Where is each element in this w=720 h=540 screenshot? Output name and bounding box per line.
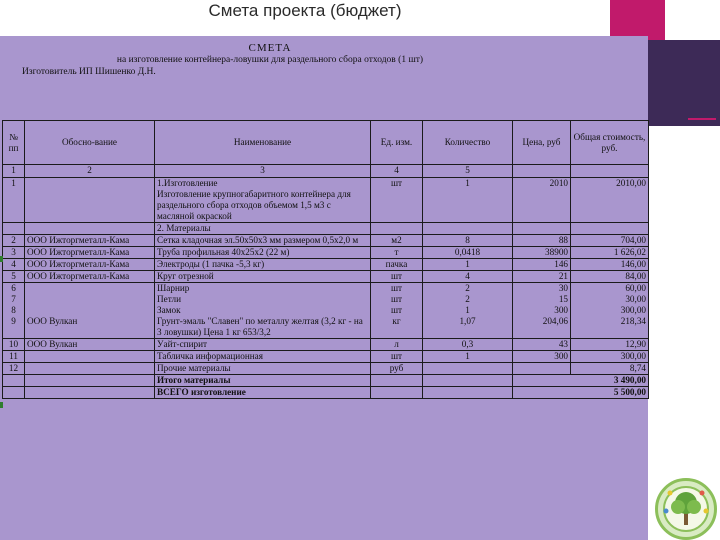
- price-cell: 38900: [513, 247, 571, 259]
- row-number: [3, 223, 25, 235]
- price-cell: 300: [513, 351, 571, 363]
- unit-cell: [371, 223, 423, 235]
- slide-title: Смета проекта (бюджет): [208, 1, 402, 20]
- price-cell: 146: [513, 259, 571, 271]
- column-number: 5: [423, 165, 513, 178]
- basis-cell: [25, 178, 155, 223]
- price-cell: [513, 363, 571, 375]
- total-row: [3, 375, 649, 387]
- item-name: Электроды (1 пачка -5,3 кг): [155, 259, 371, 271]
- total-value: 5 500,00: [513, 387, 649, 399]
- price-cell: 43: [513, 339, 571, 351]
- row-number: 10: [3, 339, 25, 351]
- column-number: 1: [3, 165, 25, 178]
- unit-cell: т: [371, 247, 423, 259]
- basis-cell: [25, 223, 155, 235]
- column-number: 2: [25, 165, 155, 178]
- basis-cell: ООО Ижторгметалл-Кама: [25, 271, 155, 283]
- table-row: [3, 247, 649, 259]
- price-cell: [513, 223, 571, 235]
- unit-cell: шт: [371, 271, 423, 283]
- total-cell: 84,00: [571, 271, 649, 283]
- row-number: 11: [3, 351, 25, 363]
- price-cell: 21: [513, 271, 571, 283]
- unit-cell: руб: [371, 363, 423, 375]
- empty-cell: [423, 387, 513, 399]
- row-number: 4: [3, 259, 25, 271]
- table-header-row: [3, 121, 649, 165]
- estimate-table: [2, 120, 649, 399]
- row-number: 3: [3, 247, 25, 259]
- total-cell: 1 626,02: [571, 247, 649, 259]
- basis-cell: ООО Ижторгметалл-Кама: [25, 259, 155, 271]
- item-name: 1.Изготовление Изготовление крупногабаритного контейнера для раздельного сбора отходов объемом 1,5 м3 с масляной окраской: [155, 178, 371, 223]
- unit-cell: пачка: [371, 259, 423, 271]
- total-value: 3 490,00: [513, 375, 649, 387]
- basis-cell: [25, 363, 155, 375]
- side-marker: [0, 402, 3, 408]
- column-header: Цена, руб: [513, 121, 571, 165]
- table-row: [3, 178, 649, 223]
- empty-cell: [371, 375, 423, 387]
- table-row: [3, 339, 649, 351]
- total-cell: 2010,00: [571, 178, 649, 223]
- item-name: Прочие материалы: [155, 363, 371, 375]
- column-number: [571, 165, 649, 178]
- row-number: 6 7 8 9: [3, 283, 25, 339]
- empty-cell: [3, 375, 25, 387]
- quantity-cell: 1: [423, 178, 513, 223]
- table-row: [3, 271, 649, 283]
- row-number: 5: [3, 271, 25, 283]
- quantity-cell: 0,0418: [423, 247, 513, 259]
- quantity-cell: 1: [423, 351, 513, 363]
- column-number: [513, 165, 571, 178]
- basis-cell: [25, 351, 155, 363]
- quantity-cell: [423, 363, 513, 375]
- column-header: Обосно-вание: [25, 121, 155, 165]
- eco-logo: [655, 478, 717, 540]
- item-name: Шарнир Петли Замок Грунт-эмаль "Славен" по металлу желтая (3,2 кг - на 3 ловушки) Цена 1 кг 653/3,2: [155, 283, 371, 339]
- empty-cell: [3, 387, 25, 399]
- empty-cell: [25, 387, 155, 399]
- document-subtitle: на изготовление контейнера-ловушки для раздельного сбора отходов (1 шт): [116, 55, 424, 65]
- total-cell: 300,00: [571, 351, 649, 363]
- decor-purple-block: [648, 40, 720, 126]
- unit-cell: л: [371, 339, 423, 351]
- total-cell: 146,00: [571, 259, 649, 271]
- total-cell: 8,74: [571, 363, 649, 375]
- total-row: [3, 387, 649, 399]
- table-totals: [3, 375, 649, 399]
- empty-cell: [423, 375, 513, 387]
- column-header: Количество: [423, 121, 513, 165]
- total-cell: [571, 223, 649, 235]
- table-row: [3, 235, 649, 247]
- document-title: СМЕТА: [248, 42, 292, 54]
- column-header: Наименование: [155, 121, 371, 165]
- item-name: 2. Материалы: [155, 223, 371, 235]
- column-header: Ед. изм.: [371, 121, 423, 165]
- document-header: [0, 42, 540, 78]
- item-name: Табличка информационная: [155, 351, 371, 363]
- unit-cell: шт шт шт кг: [371, 283, 423, 339]
- quantity-cell: 4: [423, 271, 513, 283]
- quantity-cell: [423, 223, 513, 235]
- row-number: 2: [3, 235, 25, 247]
- column-header: № пп: [3, 121, 25, 165]
- basis-cell: ООО Вулкан: [25, 339, 155, 351]
- quantity-cell: 2 2 1 1,07: [423, 283, 513, 339]
- unit-cell: м2: [371, 235, 423, 247]
- column-header: Общая стоимость, руб.: [571, 121, 649, 165]
- row-number: 1: [3, 178, 25, 223]
- table-row: [3, 351, 649, 363]
- unit-cell: шт: [371, 351, 423, 363]
- table-row: [3, 363, 649, 375]
- table-body: [3, 178, 649, 375]
- price-cell: 2010: [513, 178, 571, 223]
- column-number-row: [3, 165, 649, 178]
- basis-cell: ООО Ижторгметалл-Кама: [25, 247, 155, 259]
- row-number: 12: [3, 363, 25, 375]
- basis-cell: ООО Вулкан: [25, 283, 155, 339]
- quantity-cell: 8: [423, 235, 513, 247]
- decor-accent-line: [688, 118, 716, 120]
- total-label: ВСЕГО изготовление: [155, 387, 371, 399]
- side-marker: [0, 256, 3, 262]
- column-number: 3: [155, 165, 371, 178]
- item-name: Уайт-спирит: [155, 339, 371, 351]
- table-row: [3, 223, 649, 235]
- item-name: Сетка кладочная эл.50х50х3 мм размером 0,5х2,0 м: [155, 235, 371, 247]
- unit-cell: шт: [371, 178, 423, 223]
- document-maker: Изготовитель ИП Шишенко Д.Н.: [22, 67, 156, 77]
- total-cell: 12,90: [571, 339, 649, 351]
- empty-cell: [371, 387, 423, 399]
- table-row: [3, 283, 649, 339]
- table-row: [3, 259, 649, 271]
- total-cell: 60,00 30,00 300,00 218,34: [571, 283, 649, 339]
- empty-cell: [25, 375, 155, 387]
- price-cell: 88: [513, 235, 571, 247]
- total-label: Итого материалы: [155, 375, 371, 387]
- column-number: 4: [371, 165, 423, 178]
- item-name: Круг отрезной: [155, 271, 371, 283]
- item-name: Труба профильная 40х25х2 (22 м): [155, 247, 371, 259]
- quantity-cell: 1: [423, 259, 513, 271]
- price-cell: 30 15 300 204,06: [513, 283, 571, 339]
- total-cell: 704,00: [571, 235, 649, 247]
- basis-cell: ООО Ижторгметалл-Кама: [25, 235, 155, 247]
- quantity-cell: 0,3: [423, 339, 513, 351]
- eco-tree-icon: [658, 481, 714, 537]
